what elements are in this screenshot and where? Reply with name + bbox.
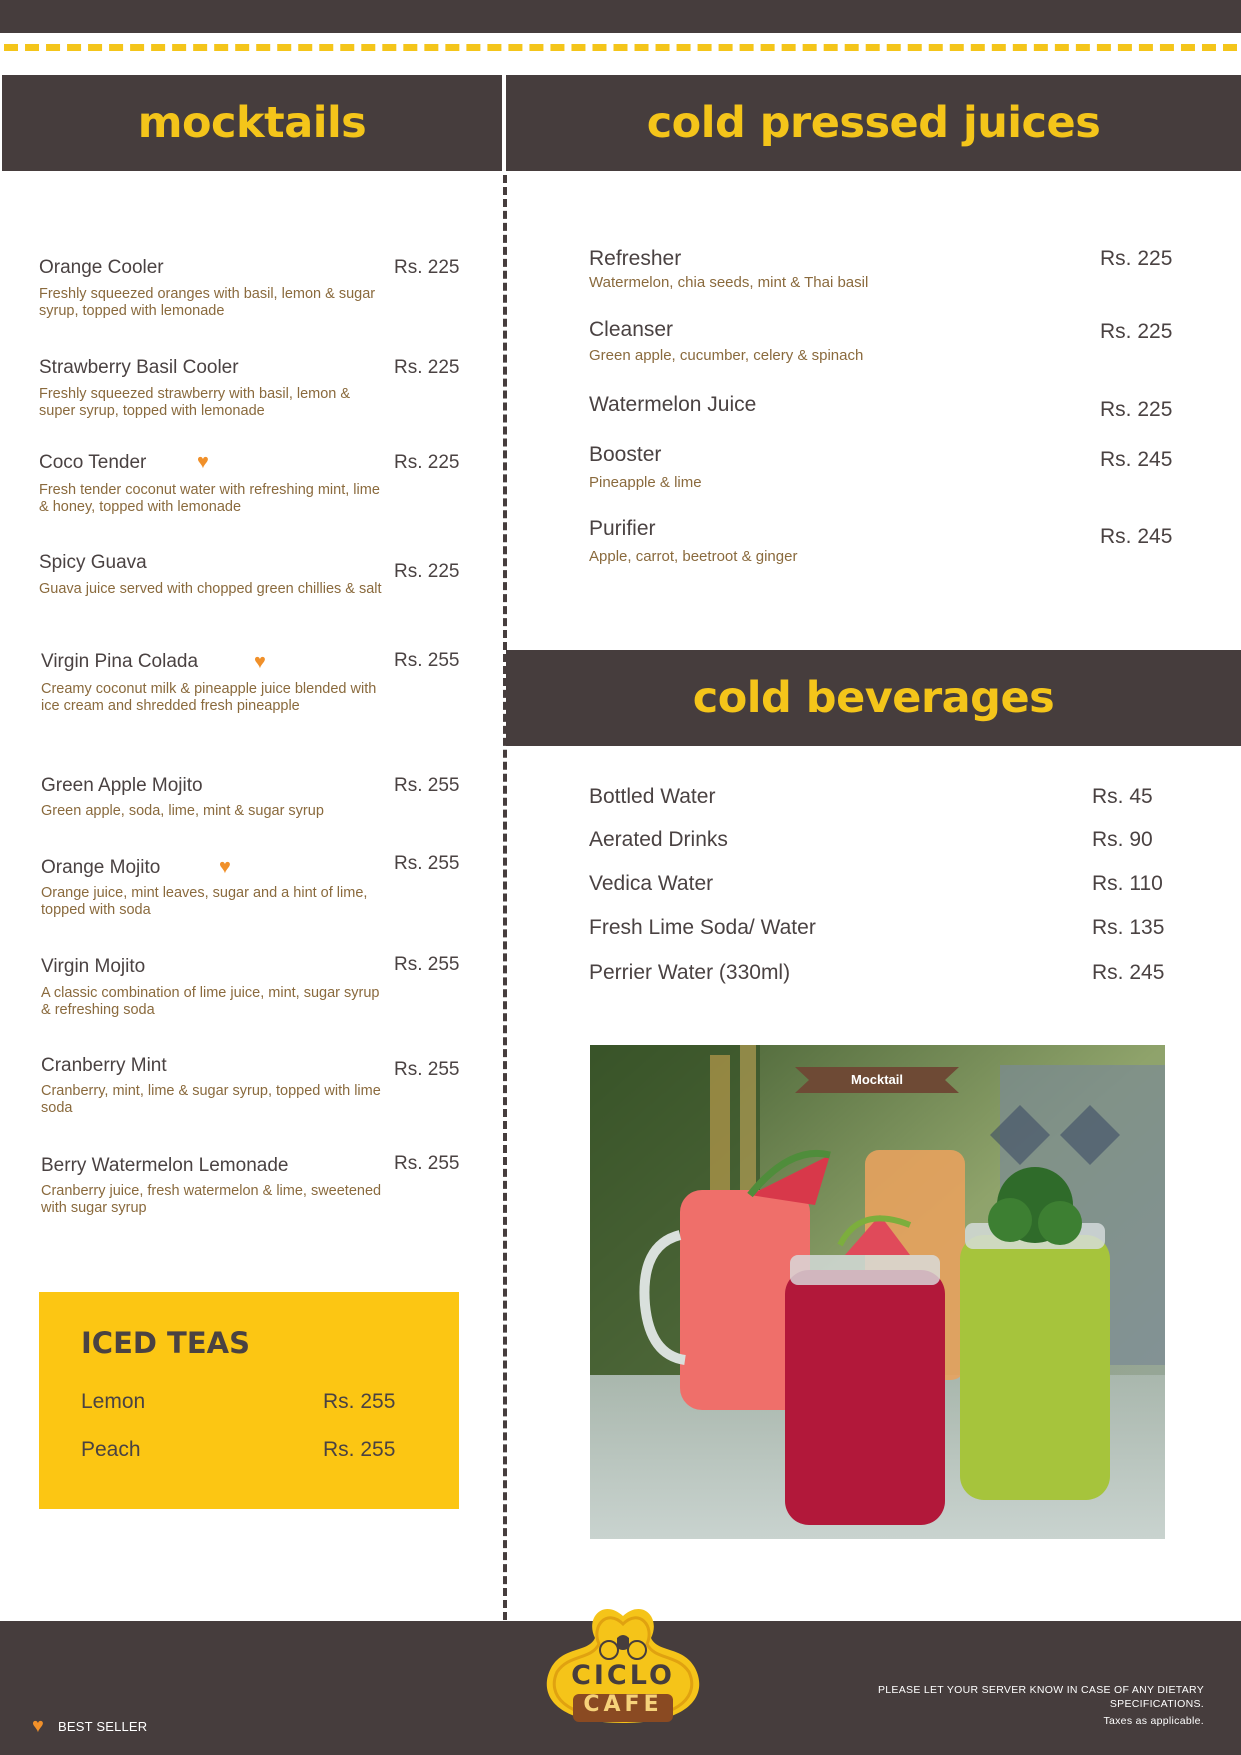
item-description: Freshly squeezed strawberry with basil, lemon & super syrup, topped with lemonade bbox=[39, 386, 351, 419]
item-price: Rs. 255 bbox=[394, 650, 460, 671]
item-name: Refresher bbox=[589, 247, 682, 270]
juices-title: cold pressed juices bbox=[646, 98, 1101, 148]
menu-item-fresh-lime-soda bbox=[589, 916, 1169, 946]
item-description: Fresh tender coconut water with refreshing mint, lime & honey, topped with lemonade bbox=[39, 482, 380, 515]
drinks-illustration bbox=[590, 1045, 1165, 1539]
dietary-notice bbox=[874, 1683, 1204, 1728]
item-description: Watermelon, chia seeds, mint & Thai basil bbox=[589, 274, 869, 291]
item-name: Peach bbox=[81, 1438, 141, 1461]
beverages-title: cold beverages bbox=[692, 673, 1055, 723]
item-name: Strawberry Basil Cooler bbox=[39, 357, 239, 378]
mocktails-header bbox=[2, 75, 502, 171]
juices-header bbox=[506, 75, 1241, 171]
item-price: Rs. 90 bbox=[1092, 828, 1153, 851]
item-price: Rs. 255 bbox=[394, 853, 460, 874]
item-description: Pineapple & lime bbox=[589, 474, 702, 491]
mocktails-title: mocktails bbox=[137, 98, 367, 148]
dashed-divider bbox=[4, 44, 1237, 51]
ribbon-label: Mocktail bbox=[850, 1072, 903, 1087]
item-name: Fresh Lime Soda/ Water bbox=[589, 916, 816, 939]
iced-teas-title: ICED TEAS bbox=[81, 1326, 250, 1360]
item-price: Rs. 225 bbox=[1100, 398, 1173, 421]
item-price: Rs. 225 bbox=[1100, 320, 1173, 343]
item-name: Virgin Pina Colada bbox=[41, 651, 199, 672]
iced-teas-box bbox=[39, 1292, 459, 1509]
item-name: Purifier bbox=[589, 517, 656, 540]
item-price: Rs. 245 bbox=[1100, 448, 1173, 471]
item-name: Berry Watermelon Lemonade bbox=[41, 1155, 289, 1176]
item-name: Lemon bbox=[81, 1390, 146, 1413]
item-description: Green apple, soda, lime, mint & sugar syrup bbox=[41, 803, 324, 819]
item-price: Rs. 255 bbox=[394, 1059, 460, 1080]
item-price: Rs. 135 bbox=[1092, 916, 1165, 939]
menu-item-bottled-water bbox=[589, 785, 1169, 815]
menu-item-vedica-water bbox=[589, 872, 1169, 902]
item-description: Apple, carrot, beetroot & ginger bbox=[589, 548, 798, 565]
item-name: Booster bbox=[589, 443, 662, 466]
menu-item-perrier-water bbox=[589, 961, 1169, 991]
item-price: Rs. 245 bbox=[1092, 961, 1165, 984]
notice-text: PLEASE LET YOUR SERVER KNOW IN CASE OF ANY DIETARY SPECIFICATIONS. bbox=[877, 1684, 1204, 1710]
item-description: A classic combination of lime juice, mint, sugar syrup & refreshing soda bbox=[41, 985, 380, 1018]
item-name: Cleanser bbox=[589, 318, 674, 341]
item-price: Rs. 225 bbox=[394, 357, 460, 378]
item-price: Rs. 255 bbox=[394, 775, 460, 796]
item-price: Rs. 225 bbox=[394, 452, 460, 473]
item-description: Creamy coconut milk & pineapple juice blended with ice cream and shredded fresh pineapple bbox=[41, 681, 377, 714]
item-name: Aerated Drinks bbox=[589, 828, 728, 851]
item-price: Rs. 225 bbox=[394, 561, 460, 582]
mocktail-ribbon bbox=[795, 1067, 959, 1093]
item-name: Spicy Guava bbox=[39, 552, 147, 573]
item-description: Orange juice, mint leaves, sugar and a hint of lime, topped with soda bbox=[41, 885, 368, 918]
item-name: Coco Tender bbox=[39, 452, 147, 473]
item-description: Green apple, cucumber, celery & spinach bbox=[589, 347, 864, 364]
item-name: Cranberry Mint bbox=[41, 1055, 167, 1076]
logo-line-1: CICLO bbox=[571, 1660, 675, 1691]
item-description: Guava juice served with chopped green chillies & salt bbox=[39, 581, 382, 597]
legend-label: BEST SELLER bbox=[58, 1718, 148, 1734]
item-description: Cranberry juice, fresh watermelon & lime, sweetened with sugar syrup bbox=[41, 1183, 382, 1216]
item-name: Watermelon Juice bbox=[589, 393, 757, 416]
heart-icon: ♥ bbox=[197, 451, 209, 473]
item-name: Green Apple Mojito bbox=[41, 775, 203, 796]
top-bar bbox=[0, 0, 1241, 33]
item-name: Perrier Water (330ml) bbox=[589, 961, 791, 984]
column-divider bbox=[503, 175, 507, 1620]
item-price: Rs. 255 bbox=[323, 1390, 396, 1413]
item-name: Orange Mojito bbox=[41, 857, 161, 878]
heart-icon: ♥ bbox=[32, 1715, 44, 1737]
item-price: Rs. 245 bbox=[1100, 525, 1173, 548]
item-price: Rs. 255 bbox=[394, 954, 460, 975]
item-price: Rs. 110 bbox=[1092, 872, 1163, 895]
item-price: Rs. 255 bbox=[394, 1153, 460, 1174]
item-name: Vedica Water bbox=[589, 872, 714, 895]
item-name: Bottled Water bbox=[589, 785, 716, 808]
menu-item-aerated-drinks bbox=[589, 828, 1169, 858]
item-description: Cranberry, mint, lime & sugar syrup, topped with lime soda bbox=[41, 1083, 381, 1116]
beverages-header bbox=[506, 650, 1241, 746]
item-price: Rs. 255 bbox=[323, 1438, 396, 1461]
item-price: Rs. 225 bbox=[1100, 247, 1173, 270]
heart-icon: ♥ bbox=[219, 856, 231, 878]
logo-line-2: CAFE bbox=[583, 1692, 663, 1717]
item-description: Freshly squeezed oranges with basil, lemon & sugar syrup, topped with lemonade bbox=[39, 286, 376, 319]
taxes-text: Taxes as applicable. bbox=[1103, 1715, 1204, 1727]
heart-icon: ♥ bbox=[254, 651, 266, 673]
item-price: Rs. 45 bbox=[1092, 785, 1153, 808]
item-name: Virgin Mojito bbox=[41, 956, 146, 977]
best-seller-legend bbox=[32, 1716, 147, 1736]
item-name: Orange Cooler bbox=[39, 257, 164, 278]
drinks-photo bbox=[590, 1045, 1165, 1539]
item-price: Rs. 225 bbox=[394, 257, 460, 278]
ciclo-cafe-logo bbox=[533, 1598, 713, 1730]
